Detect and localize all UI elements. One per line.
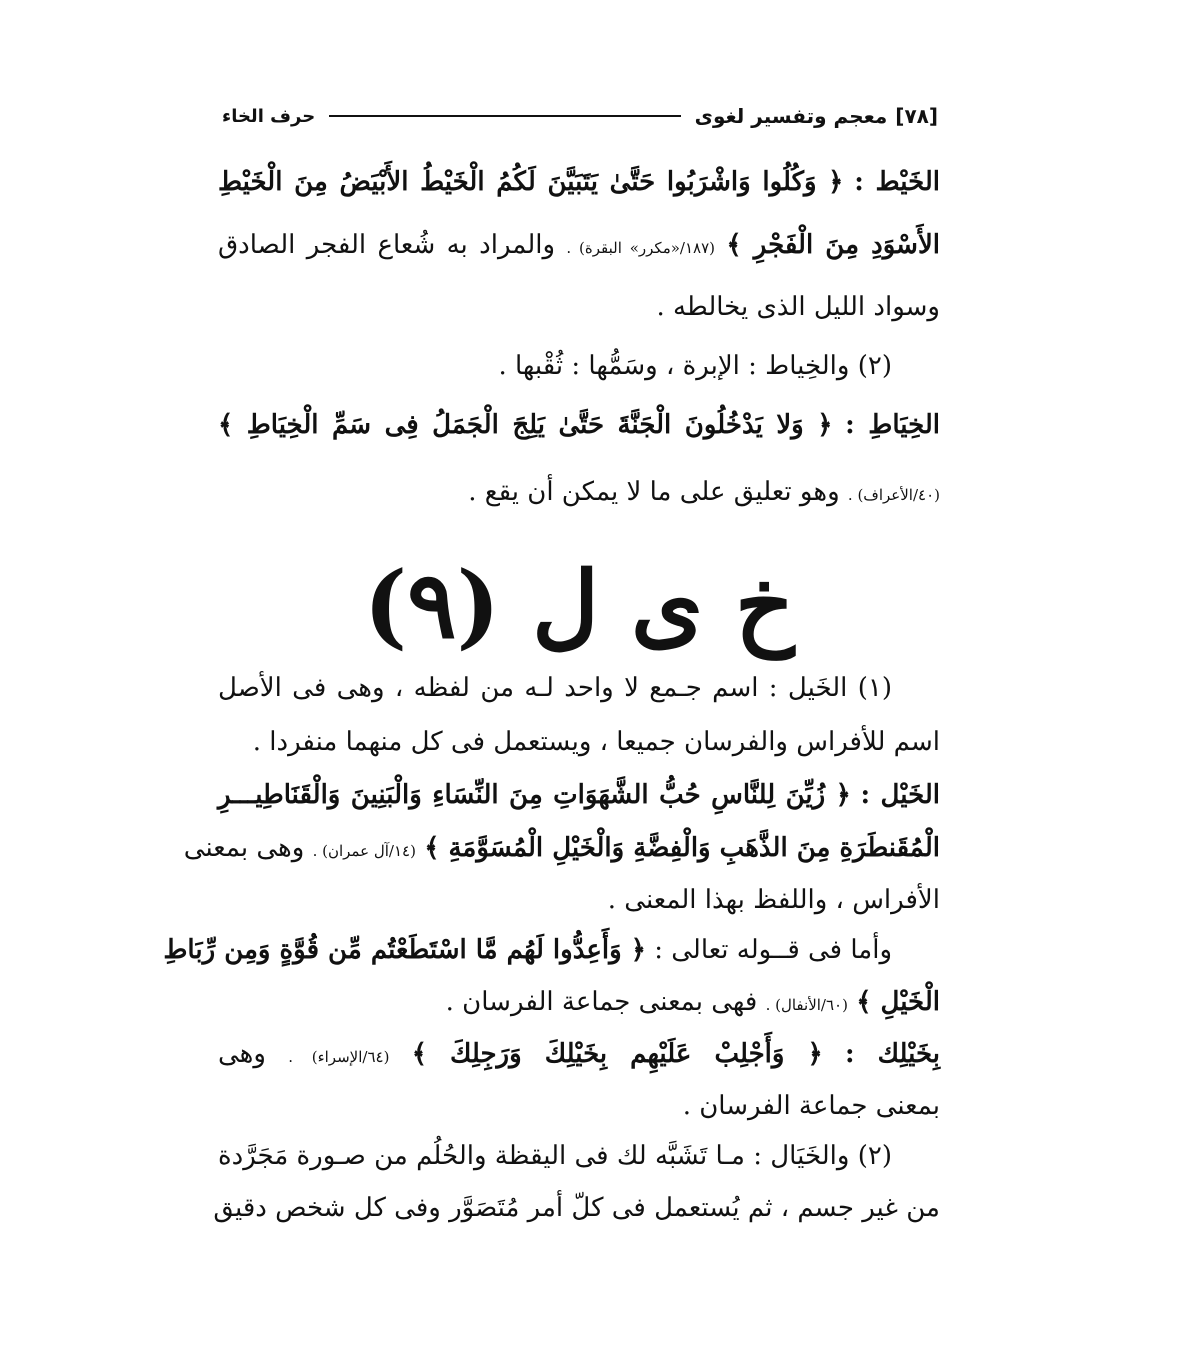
entry-khayt-line-2 — [218, 225, 940, 268]
entry-khayt-line-1 — [218, 162, 940, 202]
verse-reference: (١٤/آل عمران) . — [312, 842, 416, 860]
sense-1-line-2 — [218, 722, 940, 762]
body-text: (٢) والخِياط : الإبرة ، وسَمُّها : ثُقْبها . — [498, 351, 892, 381]
entry-anfal-line-1 — [163, 930, 940, 970]
body-text: بمعنى جماعة الفرسان . — [682, 1091, 940, 1121]
running-header — [222, 98, 938, 134]
body-text: والمراد به شُعاع الفجر الصادق — [218, 230, 556, 260]
quran-quote: ﴿ وَأَعِدُّوا لَهُم مَّا اسْتَطَعْتُم مِّن قُوَّةٍ وَمِن رِّبَاطِ — [163, 935, 646, 965]
body-text: وهى بمعنى — [183, 833, 305, 863]
sense-1-line-1 — [218, 668, 940, 708]
verse-reference: (٦٤/الإسراء) . — [288, 1048, 390, 1066]
entry-khayl-line-3 — [218, 880, 940, 920]
root-heading: خ ى ل (٩) — [363, 551, 795, 659]
quran-quote: الْمُقَنطَرَةِ مِنَ الذَّهَبِ وَالْفِضَّةِ وَالْخَيْلِ الْمُسَوَّمَةِ ﴾ — [424, 833, 940, 863]
sense-2-khayal-line-2 — [213, 1188, 940, 1228]
entry-khayt-line-3 — [218, 287, 940, 327]
body-text: وهى — [218, 1039, 266, 1069]
entry-khiyat-line-1 — [218, 405, 940, 445]
headword: الخَيْل : — [860, 780, 940, 810]
verse-reference: (٤٠/الأعراف) . — [847, 486, 940, 504]
body-text: وسواد الليل الذى يخالطه . — [656, 292, 940, 322]
header-rule — [329, 115, 680, 117]
headword: الخِيَاطِ : — [845, 410, 941, 440]
body-text: فهى بمعنى جماعة الفرسان . — [445, 987, 758, 1017]
body-text: (٢) والخَيَال : مـا تَشَبَّه لك فى اليقظة والحُلُم من صـورة مَجَرَّدة — [218, 1141, 892, 1171]
quran-quote: ﴿ زُيِّنَ لِلنَّاسِ حُبُّ الشَّهَوَاتِ مِنَ النِّسَاءِ وَالْبَنِينَ وَالْقَنَاطِيـــرِ — [218, 780, 851, 810]
entry-khaylik-line-2 — [218, 1086, 940, 1126]
body-text: وأما فى قــوله تعالى : — [654, 935, 892, 965]
body-text: اسم للأفراس والفرسان جميعا ، ويستعمل فى كل منهما منفردا . — [252, 727, 940, 757]
sense-2-needle — [218, 346, 940, 386]
quran-quote: الْخَيْلِ ﴾ — [856, 987, 940, 1017]
headword: الخَيْط : — [854, 167, 940, 197]
verse-reference: (٦٠/الأنفال) . — [765, 996, 848, 1014]
book-title: معجم وتفسير لغوى — [694, 104, 888, 128]
body-text: (١) الخَيل : اسم جـمع لا واحد لـه من لفظه ، وهى فى الأصل — [218, 673, 892, 703]
quran-quote: ﴿ وَأَجْلِبْ عَلَيْهِم بِخَيْلِكَ وَرَجِلِكَ ﴾ — [411, 1039, 823, 1069]
verse-reference: (١٨٧/«مكرر» البقرة) . — [566, 239, 715, 257]
quran-quote: الأَسْوَدِ مِنَ الْفَجْرِ ﴾ — [726, 230, 941, 260]
body-text: وهو تعليق على ما لا يمكن أن يقع . — [468, 477, 840, 507]
sense-2-khayal-line-1 — [218, 1136, 940, 1176]
entry-khayl-line-1 — [218, 775, 940, 815]
entry-khaylik-line-1 — [218, 1034, 940, 1077]
body-text: الأفراس ، واللفظ بهذا المعنى . — [607, 885, 940, 915]
entry-khayl-line-2 — [183, 828, 940, 871]
quran-quote: ﴿ وَلا يَدْخُلُونَ الْجَنَّةَ حَتَّىٰ يَلِجَ الْجَمَلُ فِى سَمِّ الْخِيَاطِ ﴾ — [218, 410, 833, 440]
quran-quote: ﴿ وَكُلُوا وَاشْرَبُوا حَتَّىٰ يَتَبَيَّنَ لَكُمُ الْخَيْطُ الأَبْيَضُ مِنَ الْخَيْطِ — [218, 167, 844, 197]
entry-anfal-line-2 — [218, 982, 940, 1025]
section-name: حرف الخاء — [222, 105, 316, 127]
entry-khiyat-line-2 — [218, 472, 940, 515]
page-number: [٧٨] — [895, 104, 938, 128]
body-text: من غير جسم ، ثم يُستعمل فى كلّ أمر مُتَصَوَّر وفى كل شخص دقيق — [213, 1193, 940, 1223]
headword: بِخَيْلِك : — [844, 1039, 941, 1069]
